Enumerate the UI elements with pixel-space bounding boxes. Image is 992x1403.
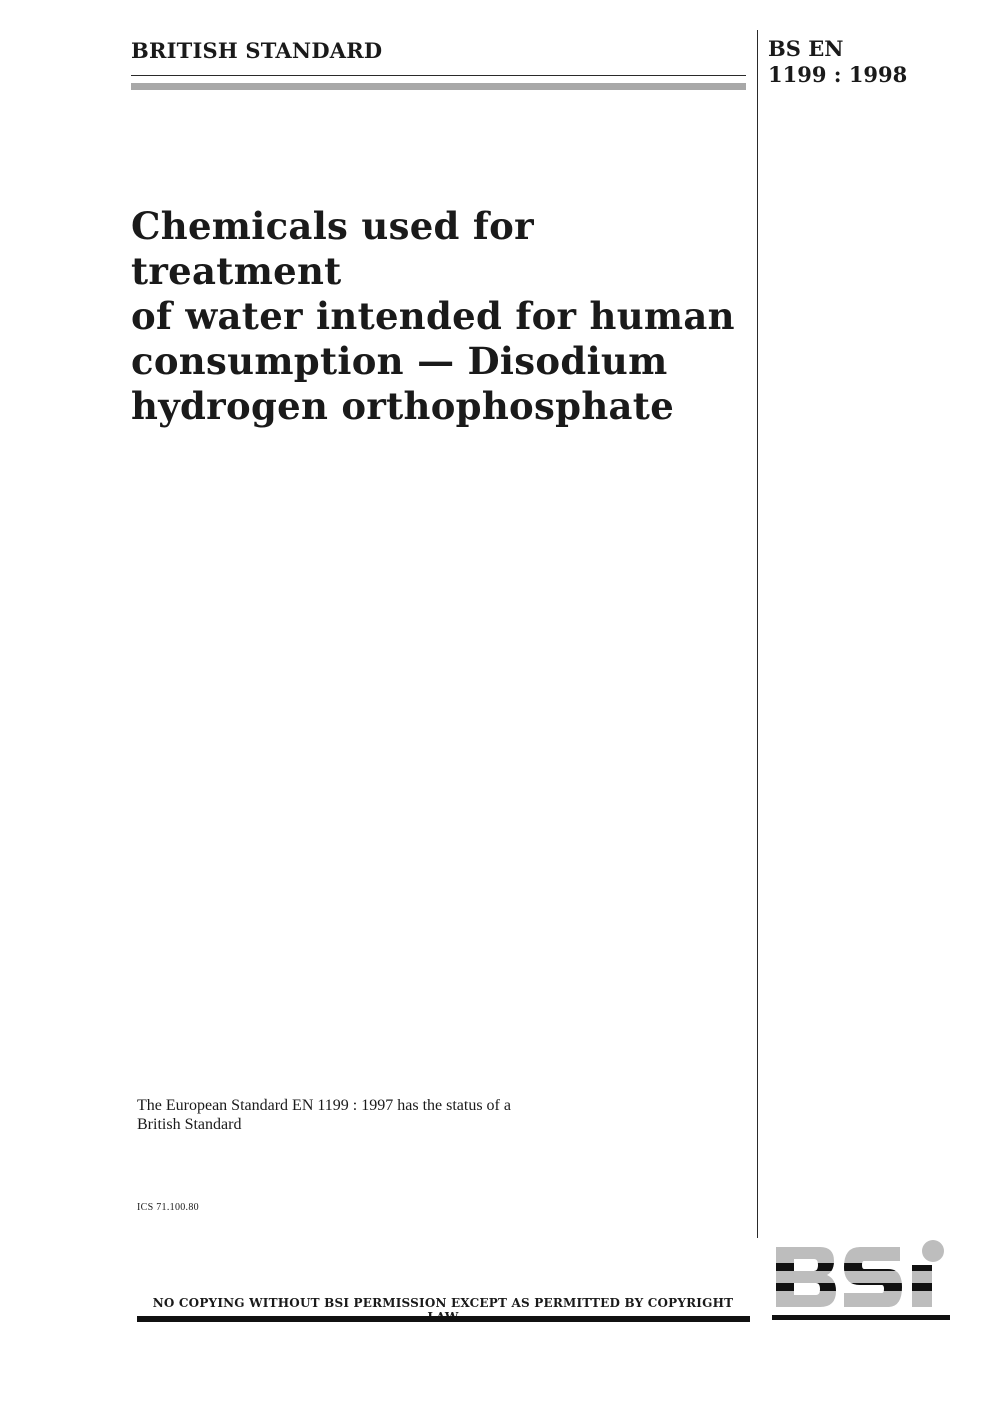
- header-rule-thin: [131, 75, 746, 76]
- title-line-4: hydrogen orthophosphate: [131, 384, 675, 428]
- document-number-line2: 1199 : 1998: [768, 62, 908, 87]
- bsi-logo-svg: [772, 1239, 950, 1325]
- copyright-notice: NO COPYING WITHOUT BSI PERMISSION EXCEPT AS PERMITTED BY COPYRIGHT: [152, 1296, 734, 1310]
- status-line-2: British Standard: [137, 1116, 242, 1133]
- document-number: [768, 36, 907, 88]
- document-title: [131, 204, 741, 429]
- bsi-logo: [772, 1239, 950, 1325]
- vertical-divider: [757, 30, 758, 1238]
- document-number-line1: BS EN: [768, 36, 844, 61]
- title-line-1: Chemicals used for treatment: [131, 204, 534, 293]
- standard-type-label: BRITISH STANDARD: [131, 38, 383, 63]
- status-line-1: The European Standard EN 1199 : 1997 has the status of a: [137, 1097, 511, 1114]
- title-line-3: consumption — Disodium: [131, 339, 668, 383]
- ics-code: ICS 71.100.80: [137, 1202, 199, 1213]
- header-rule-thick: [131, 83, 746, 90]
- status-note: [137, 1096, 577, 1134]
- title-line-2: of water intended for human: [131, 294, 735, 338]
- footer-rule: [137, 1316, 750, 1322]
